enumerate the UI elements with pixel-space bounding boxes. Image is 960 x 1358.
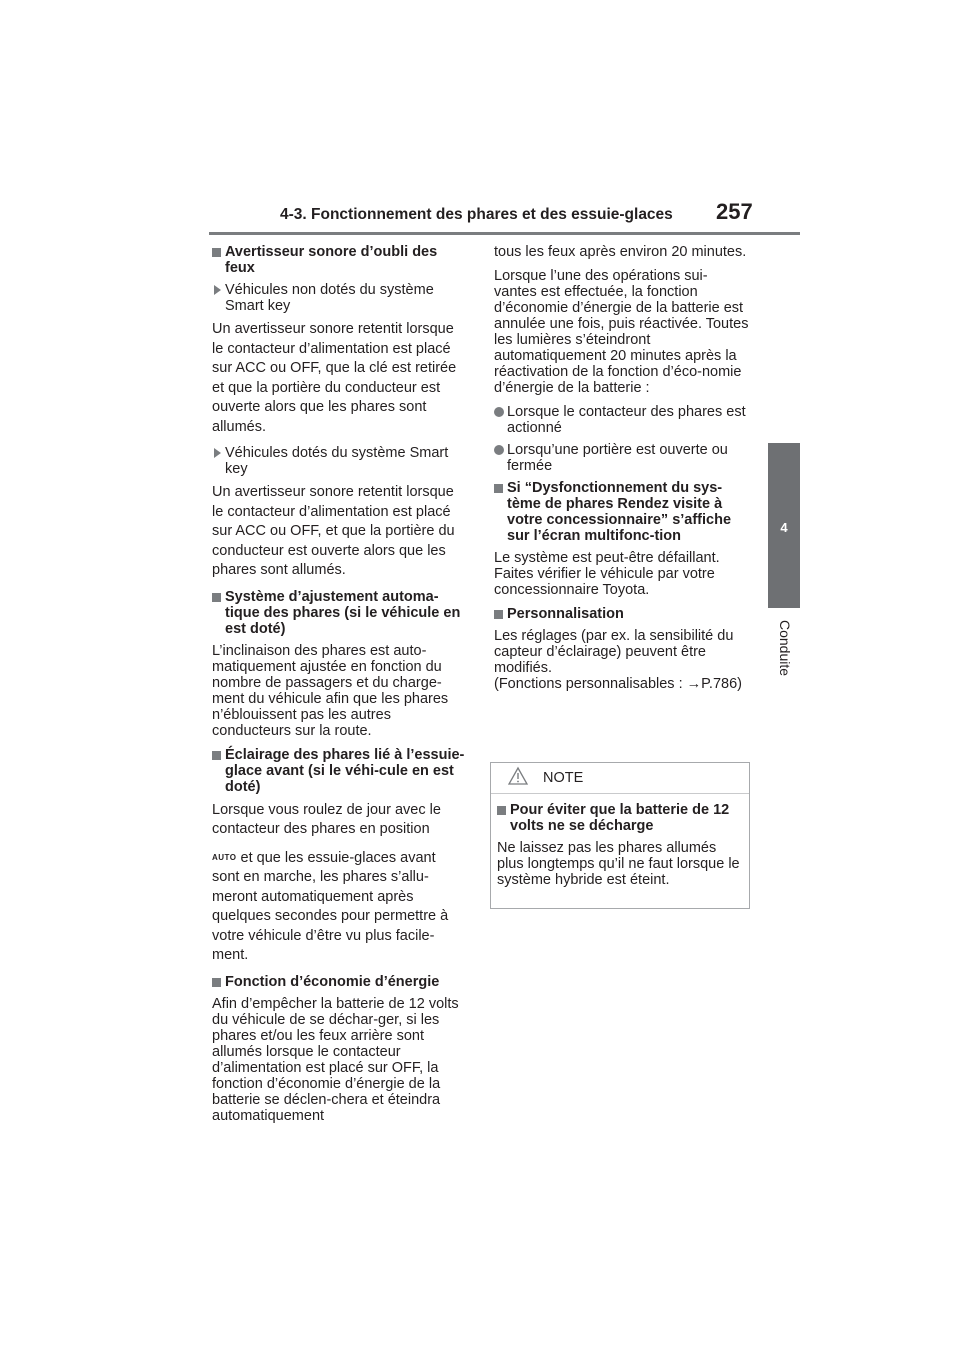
section-heading [212,589,466,637]
note-box [490,762,750,909]
triangle-arrow-icon [214,285,221,295]
left-column [212,244,466,1132]
paragraph: Un avertisseur sonore retentit lorsque le contacteur d’alimentation est placé sur ACC ou OFF, que la clé est retirée et que la portière du conducteur est ouverte alors que les phares sont allumés. [212,321,457,435]
paragraph: Un avertisseur sonore retentit lorsque le contacteur d’alimentation est placé sur ACC ou OFF, et que la portière du conducteur est ouverte alors que les phares sont allumés. [212,484,455,578]
section-heading-text: Fonction d’économie d’énergie [225,973,440,990]
cross-reference: (Fonctions personnalisables : →P.786) [494,676,742,692]
note-heading-text: Pour éviter que la batterie de 12 volts ne se décharge [510,802,730,834]
paragraph: Lorsque l’une des opérations sui-vantes est effectuée, la fonction d’économie d’énergie de la batterie est annulée une fois, puis réactivée. Toutes les lumières s’éteindront automatiquement 20 minutes après la réactivation de la fonction d’éco-nomie d’énergie de la batterie : [494,268,749,396]
round-bullet-icon [494,407,504,417]
header-divider [209,232,800,235]
subheading-text: Véhicules non dotés du système Smart key [225,282,434,314]
section-heading [212,244,466,276]
paragraph [212,848,466,966]
section-heading-text: Éclairage des phares lié à l’essuie-glace avant (si le véhi-cule en est doté) [225,746,465,795]
subheading [212,282,466,314]
list-item [494,442,750,474]
note-heading [497,802,743,834]
section-heading-text: Avertisseur sonore d’oubli des feux [225,244,438,276]
section-heading [494,606,750,622]
list-item [494,404,750,436]
page-header-title: 4-3. Fonctionnement des phares et des essuie-glaces [280,206,673,223]
section-heading-text: Personnalisation [507,606,624,622]
list-item-text: Lorsqu’une portière est ouverte ou fermée [507,442,728,474]
paragraph: L’inclinaison des phares est auto-matiquement ajustée en fonction du nombre de passagers et du charge-ment du véhicule afin que les phares n’éblouissent pas les autres conducteurs sur la route. [212,642,449,739]
page-number: 257 [716,199,753,224]
section-heading [212,974,466,990]
square-bullet-icon [212,978,221,987]
chapter-label: Conduite [777,620,793,677]
right-column [494,244,750,700]
section-heading-text: Si “Dysfonctionnement du sys-tème de phares Rendez visite à votre concessionnaire” s’affiche sur l’écran multifonc-tion [507,480,732,544]
paragraph: tous les feux après environ 20 minutes. [494,244,747,260]
paragraph-text: et que les essuie-glaces avant sont en marche, les phares s’allu-meront automatiquement après quelques secondes pour permettre à votre véhicule d’être vu plus facile-ment. [212,849,449,963]
list-item-text: Lorsque le contacteur des phares est actionné [507,404,746,436]
paragraph: Les réglages (par ex. la sensibilité du capteur d’éclairage) peuvent être modifiés. [494,628,734,676]
square-bullet-icon [212,593,221,602]
subheading [212,445,466,477]
section-heading [494,480,750,544]
warning-triangle-icon [507,766,529,786]
triangle-arrow-icon [214,448,221,458]
square-bullet-icon [494,484,503,493]
section-heading [212,747,466,795]
note-body [491,794,749,888]
square-bullet-icon [212,751,221,760]
chapter-number: 4 [780,520,788,535]
section-heading-text: Système d’ajustement automa-tique des phares (si le véhicule en est doté) [225,588,461,637]
note-text: Ne laissez pas les phares allumés plus longtemps qu’il ne faut lorsque le système hybride est éteint. [497,840,740,888]
paragraph: Lorsque vous roulez de jour avec le contacteur des phares en position [212,801,441,837]
square-bullet-icon [497,806,506,815]
square-bullet-icon [494,610,503,619]
note-label: NOTE [543,770,584,786]
note-header [491,763,749,794]
auto-switch-icon: AUTO [212,852,237,862]
subheading-text: Véhicules dotés du système Smart key [225,445,449,477]
square-bullet-icon [212,248,221,257]
paragraph: Le système est peut-être défaillant. Faites vérifier le véhicule par votre concessionnaire Toyota. [494,550,720,598]
paragraph: Afin d’empêcher la batterie de 12 volts du véhicule de se déchar-ger, si les phares et/ou les feux arrière sont allumés lorsque le contacteur d’alimentation est placé sur OFF, la fonction d’économie d’énergie de la batterie se déclen-chera et éteindra automatiquement [212,995,459,1124]
round-bullet-icon [494,445,504,455]
